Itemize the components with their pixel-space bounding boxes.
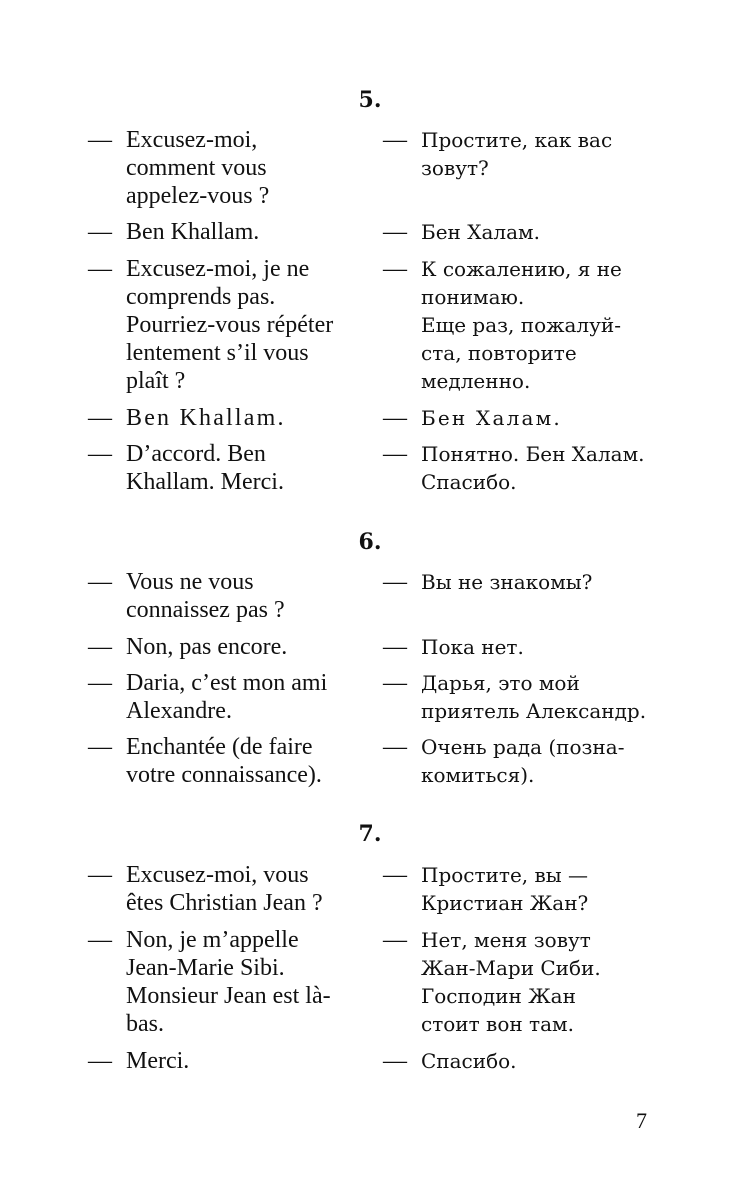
- dash: —: [88, 256, 112, 282]
- dash: —: [88, 862, 112, 888]
- dialogue-line-ru: [383, 568, 723, 596]
- dash: —: [88, 927, 112, 953]
- dialogue-line-fr: [88, 404, 428, 432]
- dialogue-text-ru: Бен Халам.: [421, 220, 540, 244]
- dialogue-text-ru: К сожалению, я не понимаю. Еще раз, пожалуй- ста, повторите медленно.: [421, 257, 622, 393]
- dialogue-text-fr: Enchantée (de faire votre connaissance).: [126, 734, 322, 788]
- dash: —: [383, 670, 407, 696]
- dialogue-line-ru: [383, 440, 723, 496]
- dialogue-text-ru: Понятно. Бен Халам. Спасибо.: [421, 442, 645, 494]
- dialogue-text-fr: Excusez-moi, vous êtes Christian Jean ?: [126, 862, 323, 916]
- section-heading-6: 6.: [358, 529, 382, 555]
- dialogue-line-fr: [88, 926, 428, 1038]
- dialogue-line-ru: [383, 733, 723, 789]
- dash: —: [88, 569, 112, 595]
- dialogue-text-fr: Excusez-moi, comment vous appelez-vous ?: [126, 127, 270, 209]
- dash: —: [88, 634, 112, 660]
- dash: —: [383, 127, 407, 153]
- dash: —: [88, 127, 112, 153]
- dash: —: [383, 734, 407, 760]
- dash: —: [88, 219, 112, 245]
- dialogue-line-fr: [88, 255, 428, 395]
- dialogue-line-fr: [88, 733, 428, 789]
- dialogue-line-fr: [88, 669, 428, 725]
- dialogue-line-ru: [383, 926, 723, 1038]
- dash: —: [383, 569, 407, 595]
- dash: —: [88, 670, 112, 696]
- dialogue-line-ru: [383, 861, 723, 917]
- dialogue-text-fr: D’accord. Ben Khallam. Merci.: [126, 441, 284, 495]
- dialogue-text-ru: Нет, меня зовут Жан-Мари Сиби. Господин Жан стоит вон там.: [421, 928, 601, 1036]
- dialogue-text-ru: Дарья, это мой приятель Александр.: [421, 671, 647, 723]
- dialogue-line-ru: [383, 255, 723, 395]
- dash: —: [88, 734, 112, 760]
- dialogue-line-fr: [88, 440, 428, 496]
- dialogue-text-fr: Daria, c’est mon ami Alexandre.: [126, 670, 328, 724]
- dash: —: [383, 862, 407, 888]
- dialogue-line-fr: [88, 218, 428, 246]
- dialogue-line-fr: [88, 126, 428, 210]
- dash: —: [383, 405, 407, 431]
- dialogue-line-fr: [88, 861, 428, 917]
- dialogue-line-ru: [383, 1047, 723, 1075]
- dash: —: [383, 441, 407, 467]
- dialogue-text-ru: Пока нет.: [421, 635, 524, 659]
- dialogue-text-fr: Non, je m’appelle Jean-Marie Sibi. Monsieur Jean est là- bas.: [126, 927, 331, 1037]
- dialogue-line-fr: [88, 633, 428, 661]
- dialogue-line-ru: [383, 126, 723, 182]
- dialogue-text-ru: Простите, вы — Кристиан Жан?: [421, 863, 589, 915]
- dialogue-text-fr: Ben Khallam.: [126, 405, 286, 431]
- dialogue-line-fr: [88, 1047, 428, 1075]
- dialogue-line-ru: [383, 633, 723, 661]
- dash: —: [383, 256, 407, 282]
- dialogue-line-ru: [383, 404, 723, 432]
- dialogue-text-fr: Excusez-moi, je ne comprends pas. Pourriez-vous répéter lentement s’il vous plaît ?: [126, 256, 334, 394]
- page-number: 7: [636, 1108, 647, 1133]
- dash: —: [88, 1048, 112, 1074]
- dialogue-line-ru: [383, 218, 723, 246]
- dash: —: [383, 927, 407, 953]
- dialogue-text-fr: Merci.: [126, 1048, 190, 1074]
- dialogue-text-ru: Простите, как вас зовут?: [421, 128, 613, 180]
- dialogue-line-fr: [88, 568, 428, 624]
- dialogue-text-ru: Спасибо.: [421, 1049, 517, 1073]
- dialogue-text-ru: Бен Халам.: [421, 406, 562, 430]
- dialogue-text-fr: Vous ne vous connaissez pas ?: [126, 569, 285, 623]
- dialogue-line-ru: [383, 669, 723, 725]
- dash: —: [383, 1048, 407, 1074]
- section-heading-5: 5.: [358, 87, 382, 113]
- dash: —: [88, 441, 112, 467]
- dialogue-text-ru: Очень рада (позна- комиться).: [421, 735, 625, 787]
- dash: —: [88, 405, 112, 431]
- dash: —: [383, 634, 407, 660]
- dialogue-text-fr: Ben Khallam.: [126, 219, 260, 245]
- dialogue-text-ru: Вы не знакомы?: [421, 570, 593, 594]
- section-heading-7: 7.: [358, 821, 382, 847]
- dialogue-text-fr: Non, pas encore.: [126, 634, 288, 660]
- dash: —: [383, 219, 407, 245]
